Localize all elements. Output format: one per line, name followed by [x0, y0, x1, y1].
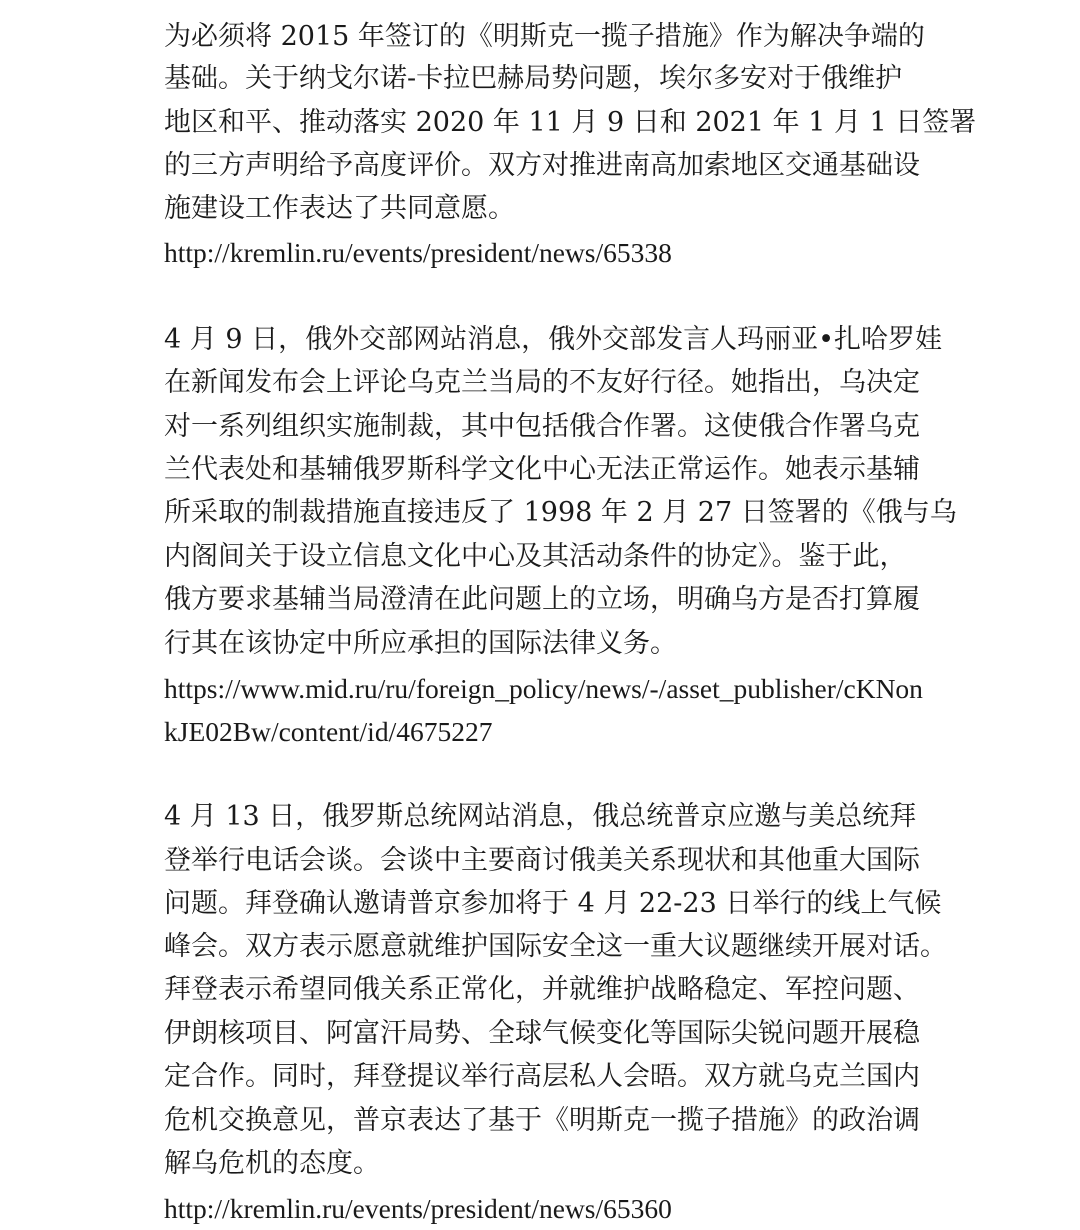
- source-link-2-line-2[interactable]: kJE02Bw/content/id/4675227: [164, 716, 493, 747]
- paragraph-2-line-1: 4 月 9 日，俄外交部网站消息，俄外交部发言人玛丽亚•扎哈罗娃: [164, 324, 943, 355]
- paragraph-3-line-8: 危机交换意见，普京表达了基于《明斯克一揽子措施》的政治调: [164, 1105, 920, 1136]
- paragraph-2-line-5: 所采取的制裁措施直接违反了 1998 年 2 月 27 日签署的《俄与乌: [164, 497, 957, 528]
- paragraph-3-line-5: 拜登表示希望同俄关系正常化，并就维护战略稳定、军控问题、: [164, 974, 920, 1005]
- paragraph-2-line-4: 兰代表处和基辅俄罗斯科学文化中心无法正常运作。她表示基辅: [164, 454, 920, 485]
- source-link-3[interactable]: http://kremlin.ru/events/president/news/65360: [164, 1193, 672, 1224]
- paragraph-3-line-3: 问题。拜登确认邀请普京参加将于 4 月 22-23 日举行的线上气候: [164, 888, 942, 919]
- source-link-1[interactable]: http://kremlin.ru/events/president/news/65338: [164, 237, 672, 268]
- paragraph-1-line-3: 地区和平、推动落实 2020 年 11 月 9 日和 2021 年 1 月 1 日签署: [164, 107, 977, 138]
- paragraph-1-line-2: 基础。关于纳戈尔诺-卡拉巴赫局势问题，埃尔多安对于俄维护: [164, 63, 903, 94]
- paragraph-1-line-1: 为必须将 2015 年签订的《明斯克一揽子措施》作为解决争端的: [164, 21, 925, 52]
- paragraph-2-line-6: 内阁间关于设立信息文化中心及其活动条件的协定》。鉴于此，: [164, 541, 907, 572]
- source-link-2-line-1[interactable]: https://www.mid.ru/ru/foreign_policy/news/-/asset_publisher/cKNon: [164, 673, 923, 704]
- paragraph-3-line-2: 登举行电话会谈。会谈中主要商讨俄美关系现状和其他重大国际: [164, 845, 920, 876]
- paragraph-3-line-7: 定合作。同时，拜登提议举行高层私人会晤。双方就乌克兰国内: [164, 1061, 920, 1092]
- paragraph-3-line-9: 解乌危机的态度。: [164, 1148, 380, 1179]
- paragraph-1-line-4: 的三方声明给予高度评价。双方对推进南高加索地区交通基础设: [164, 150, 920, 181]
- paragraph-2-line-7: 俄方要求基辅当局澄清在此问题上的立场，明确乌方是否打算履: [164, 584, 920, 615]
- paragraph-1-line-5: 施建设工作表达了共同意愿。: [164, 193, 515, 224]
- paragraph-3-line-6: 伊朗核项目、阿富汗局势、全球气候变化等国际尖锐问题开展稳: [164, 1018, 920, 1049]
- paragraph-2-line-8: 行其在该协定中所应承担的国际法律义务。: [164, 628, 677, 659]
- paragraph-3-line-4: 峰会。双方表示愿意就维护国际安全这一重大议题继续开展对话。: [164, 931, 947, 962]
- paragraph-2-line-3: 对一系列组织实施制裁，其中包括俄合作署。这使俄合作署乌克: [164, 411, 920, 442]
- paragraph-2-line-2: 在新闻发布会上评论乌克兰当局的不友好行径。她指出，乌决定: [164, 367, 920, 398]
- paragraph-3-line-1: 4 月 13 日，俄罗斯总统网站消息，俄总统普京应邀与美总统拜: [164, 801, 917, 832]
